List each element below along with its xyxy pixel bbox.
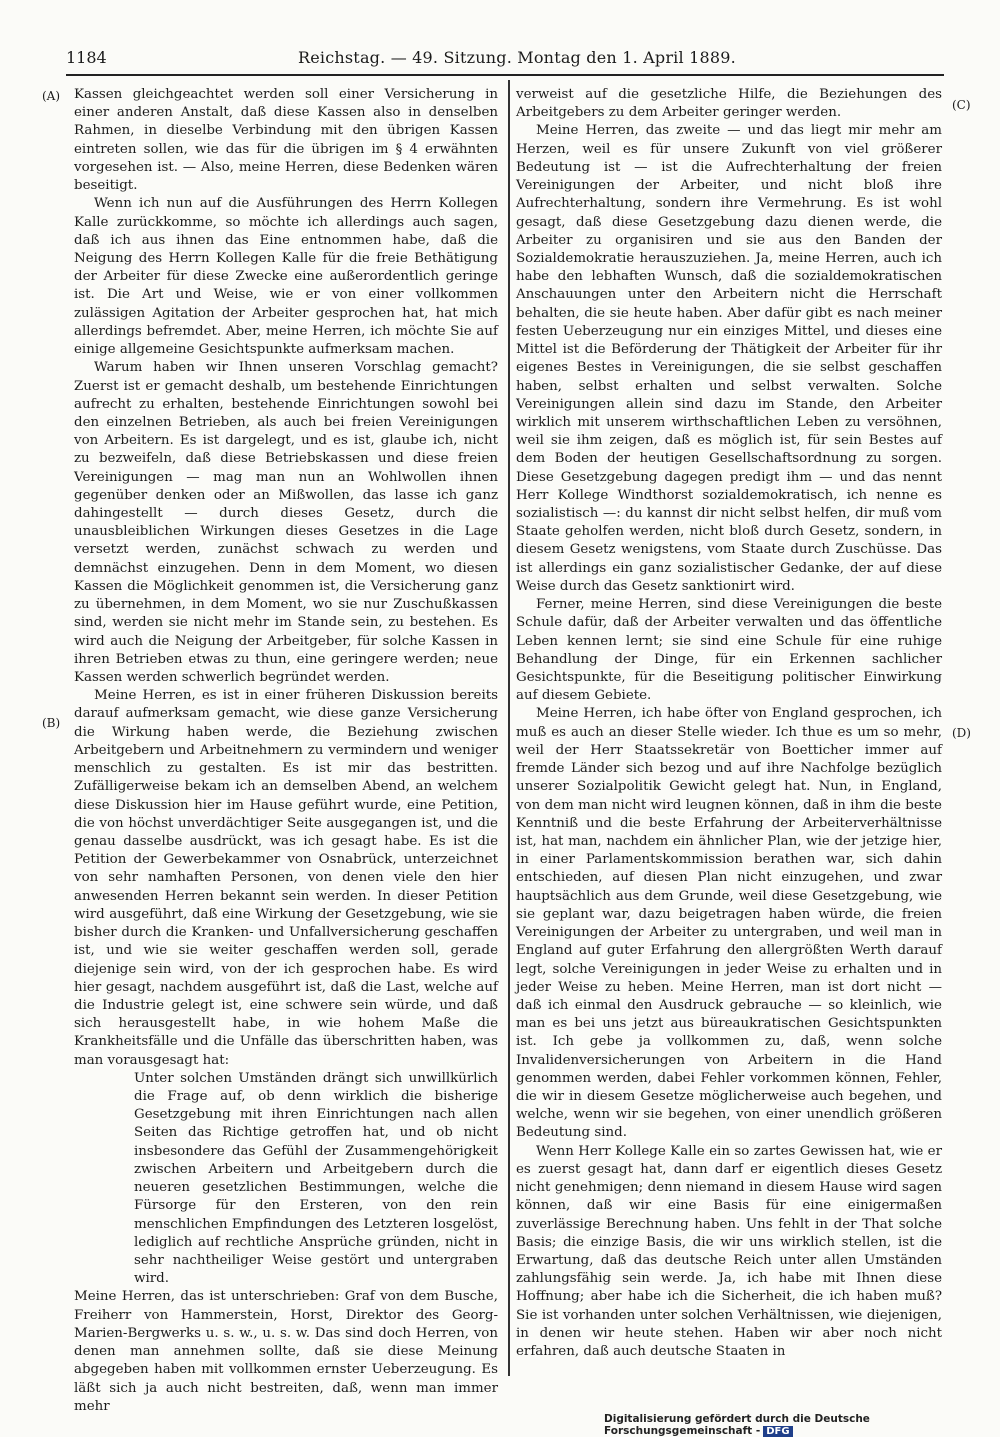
page-number: 1184: [66, 48, 107, 67]
margin-marker-d: (D): [952, 726, 971, 740]
right-paragraph-2: Meine Herren, das zweite — und das liegt mir mehr am Herzen, weil es für unsere Zukunft von viel größerer Bedeutung ist — ist die Aufrechterhaltung der freien Vereinigungen der Arbeiter, und nicht bloß ihre Aufrechterhaltung, sondern ihre Vermehrung. Es ist wohl gesagt, daß diese Gesetzgebung dazu dienen werde, die Arbeiter zu organisiren und sie aus den Banden der Sozialdemokratie herauszuziehen. Ja, meine Herren, auch ich habe den lebhaften Wunsch, daß die sozialdemokratischen Anschauungen unter den Arbeitern nicht die Herrschaft behalten, die sie heute haben. Aber dafür gibt es nach meiner festen Ueberzeugung nur ein einziges Mittel, und dieses eine Mittel ist die Beförderung der Thätigkeit der Arbeiter für ihr eigenes Bestes in Vereinigungen, die sie selbst geschaffen haben, selbst erhalten und selbst verwalten. Solche Vereinigungen allein sind dazu im Stande, den Arbeiter wirklich mit unserem wirthschaftlichen Leben zu versöhnen, weil sie ihm zeigen, daß es möglich ist, für sein Bestes auf dem Boden der heutigen Gesellschaftsordnung zu sorgen. Diese Gesetzgebung dagegen predigt ihm — und das nennt Herr Kollege Windthorst sozialdemokratisch, ich nenne es sozialistisch —: du kannst dir nicht selbst helfen, dir muß vom Staate geholfen werden, nicht bloß durch Gesetz, sondern, in diesem Gesetz wenigstens, vom Staate durch Zuschüsse. Das ist allerdings ein ganz sozialistischer Gedanke, der auf diese Weise durch das Gesetz sanktionirt wird.: [516, 123, 942, 594]
credit-text: Digitalisierung gefördert durch die Deutsche Forschungsgemeinschaft -: [604, 1413, 870, 1437]
margin-marker-c: (C): [952, 98, 971, 112]
dfg-logo: DFG: [763, 1426, 792, 1437]
digitization-credit: [604, 1413, 1000, 1437]
right-paragraph-3: Ferner, meine Herren, sind diese Vereinigungen die beste Schule dafür, daß der Arbeiter verwalten und das öffentliche Leben kennen lernt; sie sind eine Schule für eine ruhige Behandlung der Dinge, für ein Erkennen sachlicher Gesichtspunkte, für die Beseitigung politischer Einwirkung auf diesem Gebiete.: [516, 597, 942, 704]
right-paragraph-1: verweist auf die gesetzliche Hilfe, die Beziehungen des Arbeitgebers zu dem Arbeiter geringer werden.: [516, 87, 942, 121]
right-paragraph-5: Wenn Herr Kollege Kalle ein so zartes Gewissen hat, wie er es zuerst gesagt hat, dann darf er eigentlich dieses Gesetz nicht genehmigen; denn niemand in diesem Hause wird sagen können, daß wir eine Basis für eine einigermaßen zuverlässige Berechnung haben. Uns fehlt in der That solche Basis; die einzige Basis, die wir uns wirklich stellen, ist die Erwartung, daß das deutsche Reich unter allen Umständen zahlungsfähig sein werde. Ja, ich habe mit Ihnen diese Hoffnung; aber habe ich die Sicherheit, die ich haben muß? Sie ist vorhanden unter solchen Verhältnissen, wie diejenigen, in denen wir heute stehen. Haben wir aber noch nicht erfahren, daß auch deutsche Staaten in: [516, 1143, 942, 1360]
header-rule: [66, 74, 944, 76]
column-divider: [508, 80, 510, 1376]
running-title: Reichstag. — 49. Sitzung. Montag den 1. April 1889.: [298, 48, 736, 67]
left-column: [74, 86, 498, 1416]
left-paragraph-2: Wenn ich nun auf die Ausführungen des Herrn Kollegen Kalle zurückkomme, so möchte ich allerdings auch sagen, daß ich aus ihnen das Eine entnommen habe, daß die Neigung des Herrn Kollegen Kalle für die freie Bethätigung der Arbeiter für diese Zwecke eine außerordentlich geringe ist. Die Art und Weise, wie er von einer vollkommen zulässigen Agitation der Arbeiter gesprochen hat, hat mich allerdings befremdet. Aber, meine Herren, ich möchte Sie auf einige allgemeine Gesichtspunkte aufmerksam machen.: [74, 196, 498, 358]
right-column: [516, 86, 942, 1361]
right-paragraph-4: Meine Herren, ich habe öfter von England gesprochen, ich muß es auch an dieser Stelle wieder. Ich thue es um so mehr, weil der Herr Staatssekretär von Boetticher immer auf fremde Länder sich bezog und auf ihre Nachfolge bezüglich unserer Sozialpolitik Gewicht gelegt hat. Nun, in England, von dem man nicht wird leugnen können, daß in ihm die beste Kenntniß und die beste Erfahrung der Arbeiterverhältnisse ist, hat man, nachdem ein ähnlicher Plan, wie der jetzige hier, in einer Parlamentskommission berathen war, sich dahin entschieden, auf diesen Plan nicht einzugehen, und zwar hauptsächlich aus dem Grunde, weil diese Gesetzgebung, wie sie geplant war, dazu beigetragen haben würde, die freien Vereinigungen der Arbeiter zu untergraben, und weil man in England auf guter Erfahrung den allergrößten Werth darauf legt, solche Vereinigungen in jeder Weise zu erhalten und in jeder Weise zu heben. Meine Herren, man ist dort nicht — daß ich einmal den Ausdruck gebrauche — so kleinlich, wie man es bei uns jetzt aus büreaukratischen Gesichtspunkten ist. Ich gebe ja vollkommen zu, daß, wenn solche Invalidenversicherungen von Arbeitern in die Hand genommen werden, dabei Fehler vorkommen können, Fehler, die wir in diesem Gesetze möglicherweise auch begehen, und welche, wenn wir sie begehen, von einer unendlich größeren Bedeutung sind.: [516, 706, 942, 1141]
page-header: [66, 44, 944, 72]
left-paragraph-4: Meine Herren, es ist in einer früheren Diskussion bereits darauf aufmerksam gemacht, wie diese ganze Versicherung die Wirkung haben werde, die Beziehung zwischen Arbeitgebern und Arbeitnehmern zu vermindern und weniger menschlich zu gestalten. Es ist mir das bestritten. Zufälligerweise bekam ich an demselben Abend, an welchem diese Diskussion hier im Hause geführt wurde, eine Petition, die von höchst unverdächtiger Seite ausgegangen ist, und die genau dasselbe ausdrückt, was ich gesagt habe. Es ist die Petition der Gewerbekammer von Osnabrück, unterzeichnet von sehr namhaften Personen, von denen viele den hier anwesenden Herren bekannt sein werden. In dieser Petition wird ausgeführt, daß eine Wirkung der Gesetzgebung, wie sie bisher durch die Kranken- und Unfallversicherung geschaffen ist, und wie sie weiter geschaffen werden soll, gerade diejenige sein wird, von der ich gesprochen habe. Es wird hier gesagt, nachdem ausgeführt ist, daß die Last, welche auf die Industrie gelegt ist, eine schwere sein würde, und daß sich herausgestellt habe, in wie hohem Maße die Krankheitsfälle und die Unfälle das überschritten haben, was man vorausgesagt hat:: [74, 688, 498, 1068]
margin-marker-b: (B): [42, 716, 61, 730]
margin-marker-a: (A): [42, 89, 61, 103]
left-paragraph-5: Meine Herren, das ist unterschrieben: Graf von dem Busche, Freiherr von Hammerstein, Horst, Direktor des Georg-Marien-Bergwerks u. s. w., u. s. w. Das sind doch Herren, von denen man annehmen sollte, daß sie diese Meinung abgegeben haben mit vollkommen ernster Ueberzeugung. Es läßt sich ja auch nicht bestreiten, daß, wenn man immer mehr: [74, 1289, 498, 1414]
petition-quote: Unter solchen Umständen drängt sich unwillkürlich die Frage auf, ob denn wirklich die bisherige Gesetzgebung mit ihren Einrichtungen nach allen Seiten das Richtige getroffen hat, und ob nicht insbesondere das Gefühl der Zusammengehörigkeit zwischen Arbeitern und Arbeitgebern durch die neueren gesetzlichen Bestimmungen, welche die Fürsorge für den Ersteren, von den rein menschlichen Empfindungen des Letzteren losgelöst, lediglich auf rechtliche Ansprüche gründen, nicht in sehr nachtheiliger Weise gestört und untergraben wird.: [134, 1070, 498, 1287]
left-paragraph-1: Kassen gleichgeachtet werden soll einer Versicherung in einer anderen Anstalt, daß diese Kassen also in denselben Rahmen, in dieselbe Verbindung mit den übrigen Kassen eintreten sollen, wie das für die übrigen im § 4 erwähnten vorgesehen ist. — Also, meine Herren, diese Bedenken wären beseitigt.: [74, 87, 498, 194]
left-paragraph-3: Warum haben wir Ihnen unseren Vorschlag gemacht? Zuerst ist er gemacht deshalb, um bestehende Einrichtungen aufrecht zu erhalten, bestehende Einrichtungen sowohl bei den einzelnen Betrieben, als auch bei freien Vereinigungen von Arbeitern. Es ist dargelegt, und es ist, glaube ich, nicht zu bezweifeln, daß diese Betriebskassen und diese freien Vereinigungen — mag man nun an Wohlwollen ihnen gegenüber denken oder an Mißwollen, das lasse ich ganz dahingestellt — durch dieses Gesetz, durch die unausbleiblichen Wirkungen dieses Gesetzes in die Lage versetzt werden, zunächst schwach zu werden und demnächst einzugehen. Denn in dem Moment, wo diesen Kassen die Möglichkeit genommen ist, die Versicherung ganz zu übernehmen, in dem Moment, wo sie nur Zuschußkassen sind, werden sie nicht mehr im Stande sein, zu bestehen. Es wird auch die Neigung der Arbeitgeber, für solche Kassen in ihren Betrieben etwas zu thun, eine geringere werden; neue Kassen werden schwerlich begründet werden.: [74, 360, 498, 685]
